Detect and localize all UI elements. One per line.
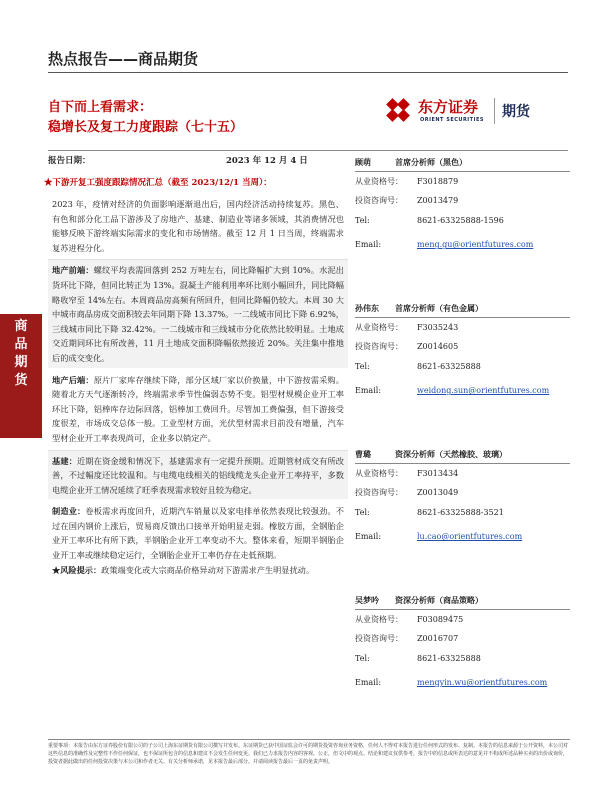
tel-value: 8621-63325888 xyxy=(417,653,481,663)
orient-securities-logo-icon xyxy=(384,96,414,126)
invest-label: 投资咨询号： xyxy=(355,196,403,206)
tel-label: Tel: xyxy=(355,653,370,663)
infrastructure-section xyxy=(48,450,348,500)
invest-label: 投资咨询号： xyxy=(355,634,403,644)
category-side-tab-label xyxy=(0,318,42,390)
analyst-cert-row xyxy=(355,318,570,337)
analyst-role: 资深分析师（商品策略） xyxy=(395,595,483,605)
tel-label: Tel: xyxy=(355,361,370,371)
section-text: 螺纹平均表需回落到 252 万吨左右，同比降幅扩大到 10%。水泥出货环比下降，但同比转正为 13%。混凝土产能利用率环比则小幅回升，同比降幅略收窄至 14%左右。本周商品房高频有所回升，但同比降幅仍较大。本周 30 大中城市商品房成交面积较去年同期下降 13.37%。一二线城市同比下降 6.92%，三线城市同比下降 32.42%。一二线城市和三线城市分化依然比较明显。土地成交近期同环比有所改善，11 月土地成交面积降幅依然接近 20%。关注集中推地后的成交变化。 xyxy=(52,265,344,363)
analyst-name: 曹璐 xyxy=(355,449,371,459)
disclaimer-divider xyxy=(48,739,570,740)
analyst-header xyxy=(355,154,570,172)
logo-separator xyxy=(494,98,495,124)
title-divider xyxy=(48,150,568,151)
side-tab-char: 期 xyxy=(14,355,28,370)
analyst-name: 顾萌 xyxy=(355,157,371,167)
email-label: Email: xyxy=(355,532,382,542)
analyst-card xyxy=(355,300,570,446)
side-tab-char: 货 xyxy=(14,373,28,388)
analyst-invest-row xyxy=(355,191,570,210)
cert-label: 从业资格号： xyxy=(355,469,403,478)
side-tab-char: 品 xyxy=(14,337,28,352)
tel-value: 8621-63325888-1596 xyxy=(417,215,504,225)
infrastructure-paragraph xyxy=(52,454,344,498)
side-tab-char: 商 xyxy=(14,319,28,334)
section-label: 地产后端： xyxy=(52,374,94,385)
cert-label: 从业资格号： xyxy=(355,323,403,332)
invest-value: Z0013049 xyxy=(417,488,459,498)
analyst-header xyxy=(355,446,570,464)
invest-value: Z0013479 xyxy=(417,196,459,206)
email-link[interactable]: weidong.sun@orientfutures.com xyxy=(417,386,550,396)
real-estate-front-paragraph xyxy=(52,263,344,365)
report-body xyxy=(44,176,348,579)
cert-value: F3018879 xyxy=(417,177,459,186)
tel-label: Tel: xyxy=(355,507,370,517)
analyst-name: 孙伟东 xyxy=(355,303,379,313)
analyst-invest-row xyxy=(355,629,570,648)
logo-division: 期货 xyxy=(502,104,530,120)
section-label: 制造业： xyxy=(52,506,86,517)
report-type: 热点报告——商品期货 xyxy=(48,50,199,68)
tel-value: 8621-63325888 xyxy=(417,361,481,371)
real-estate-front-section xyxy=(48,259,348,367)
analyst-role: 资深分析师（天然橡胶、玻璃） xyxy=(395,449,507,459)
cert-value: F03089475 xyxy=(417,615,464,624)
email-label: Email: xyxy=(355,386,382,396)
intro-section xyxy=(48,194,348,257)
real-estate-back-section xyxy=(48,370,348,448)
report-title-line2: 稳增长及复工力度跟踪（七十五） xyxy=(48,120,244,135)
report-date xyxy=(48,154,348,166)
analyst-email-row xyxy=(355,668,570,698)
email-label: Email: xyxy=(355,240,382,250)
analyst-cert-row xyxy=(355,610,570,629)
analyst-tel-row xyxy=(355,649,570,668)
analyst-email-row xyxy=(355,522,570,552)
analyst-email-row xyxy=(355,376,570,406)
email-link[interactable]: mengyin.wu@orientfutures.com xyxy=(417,678,548,688)
tel-label: Tel: xyxy=(355,215,370,225)
analyst-name: 吴梦吟 xyxy=(355,595,379,605)
analyst-role: 首席分析师（黑色） xyxy=(395,157,467,167)
invest-label: 投资咨询号： xyxy=(355,342,403,352)
report-date-label: 报告日期： xyxy=(48,156,91,166)
invest-label: 投资咨询号： xyxy=(355,488,403,498)
analyst-cert-row xyxy=(355,464,570,483)
report-title-line1: 自下而上看需求： xyxy=(48,100,153,115)
email-link[interactable]: meng.gu@orientfutures.com xyxy=(417,240,534,250)
analyst-card xyxy=(355,154,570,300)
risk-paragraph xyxy=(52,563,344,578)
analyst-list xyxy=(355,154,570,712)
invest-value: Z0014605 xyxy=(417,342,459,352)
analyst-card xyxy=(355,446,570,592)
analyst-tel-row xyxy=(355,211,570,230)
disclaimer-text: 重要事项：本报告由东方证券股份有限公司的子公司上海东证期货有限公司撰写并发布。东证期货已获中国证监会许可的期货投资咨询业务资格，任何人不得对本报告进行任何形式的发布、复制。本报告的信息来源于公开资料，本公司对这些信息的准确性及完整性不作任何保证，也不保证所包含的信息和建议不会发生任何变更。我们已力求报告内容的客观、公正，但文中的观点、结论和建议仅供参考，报告中的信息或所表达的意见并不构成所述品种买卖的出价或询价，投资者据此做出的任何投资决策与本公司和作者无关。有关分析师承诺，见本报告最后部分。并请阅读报告最后一页的免责声明。 xyxy=(48,743,569,765)
manufacturing-section xyxy=(48,501,348,579)
cert-label: 从业资格号： xyxy=(355,615,403,624)
tel-value: 8621-63325888-3521 xyxy=(417,507,504,517)
section-label: 基建： xyxy=(52,455,78,466)
email-link[interactable]: lu.cao@orientfutures.com xyxy=(417,532,523,542)
cert-value: F3013434 xyxy=(417,469,459,478)
analyst-tel-row xyxy=(355,503,570,522)
real-estate-back-paragraph xyxy=(52,373,344,446)
analyst-card xyxy=(355,592,570,712)
section-label: 地产前端： xyxy=(52,265,94,276)
intro-paragraph: 2023 年，疫情对经济的负面影响逐渐退出后，国内经济活动持续复苏。黑色、有色和部分化工品下游涉及了房地产、基建、制造业等诸多领域，其消费情况也能够反映下游终端实际需求的变化和市场情绪。截至 12 月 1 日当周，终端需求复苏进程分化。 xyxy=(52,199,344,253)
logo-subtitle: ORIENT SECURITIES xyxy=(420,117,484,123)
email-label: Email: xyxy=(355,678,382,688)
section-text: 原片厂家库存继续下降，部分区域厂家以价换量，中下游按需采购。随着北方天气逐渐转冷，终端需求季节性偏弱态势不变。铝型材规模企业开工率环比下降，铝棒库存边际回落，铝棒加工费回升。尽管加工费偏强，但下游接受度很差，市场成交总体一般。工业型材方面，光伏型材需求目前没有增量，汽车型材企业开工率表现尚可，企业多以销定产。 xyxy=(52,374,344,443)
analyst-role: 首席分析师（有色金属） xyxy=(395,303,483,313)
cert-value: F3035243 xyxy=(417,323,459,332)
section-text: 政策端变化或大宗商品价格异动对下游需求产生明显扰动。 xyxy=(101,564,315,575)
logo-name: 东方证券 xyxy=(418,98,479,116)
analyst-header xyxy=(355,300,570,318)
section-text: 近期在资金缓和情况下，基建需求有一定提升预期。近期管材成交有所改善，不过幅度还比较温和。与电缆电线相关的铝线缆龙头企业开工率持平，多数电缆企业开工情况延续了旺季表现需求较好且较为稳定。 xyxy=(52,455,344,495)
section-text: 卷板需求再度回升，近期汽车销量以及家电排单依然表现比较强劲。不过在国内钢价上涨后，贸易商反馈出口接单开始明显走弱。橡胶方面，全钢胎企业开工率环比有所下跌，半钢胎企业开工率变动不大。整体来看，短期半钢胎企业开工率或继续稳定运行，全钢胎企业开工率仍存在走低预期。 xyxy=(52,506,344,561)
summary-title: ★下游开复工强度跟踪情况汇总（截至 2023/12/1 当周）： xyxy=(44,178,272,188)
report-date-value: 2023 年 12 月 4 日 xyxy=(226,156,308,166)
analyst-invest-row xyxy=(355,483,570,502)
header-divider xyxy=(48,72,568,73)
cert-label: 从业资格号： xyxy=(355,177,403,186)
section-label: ★风险提示： xyxy=(52,564,102,575)
invest-value: Z0016707 xyxy=(417,634,459,644)
analyst-invest-row xyxy=(355,337,570,356)
analyst-email-row xyxy=(355,230,570,260)
analyst-tel-row xyxy=(355,357,570,376)
manufacturing-paragraph xyxy=(52,504,344,562)
analyst-cert-row xyxy=(355,172,570,191)
analyst-header xyxy=(355,592,570,610)
